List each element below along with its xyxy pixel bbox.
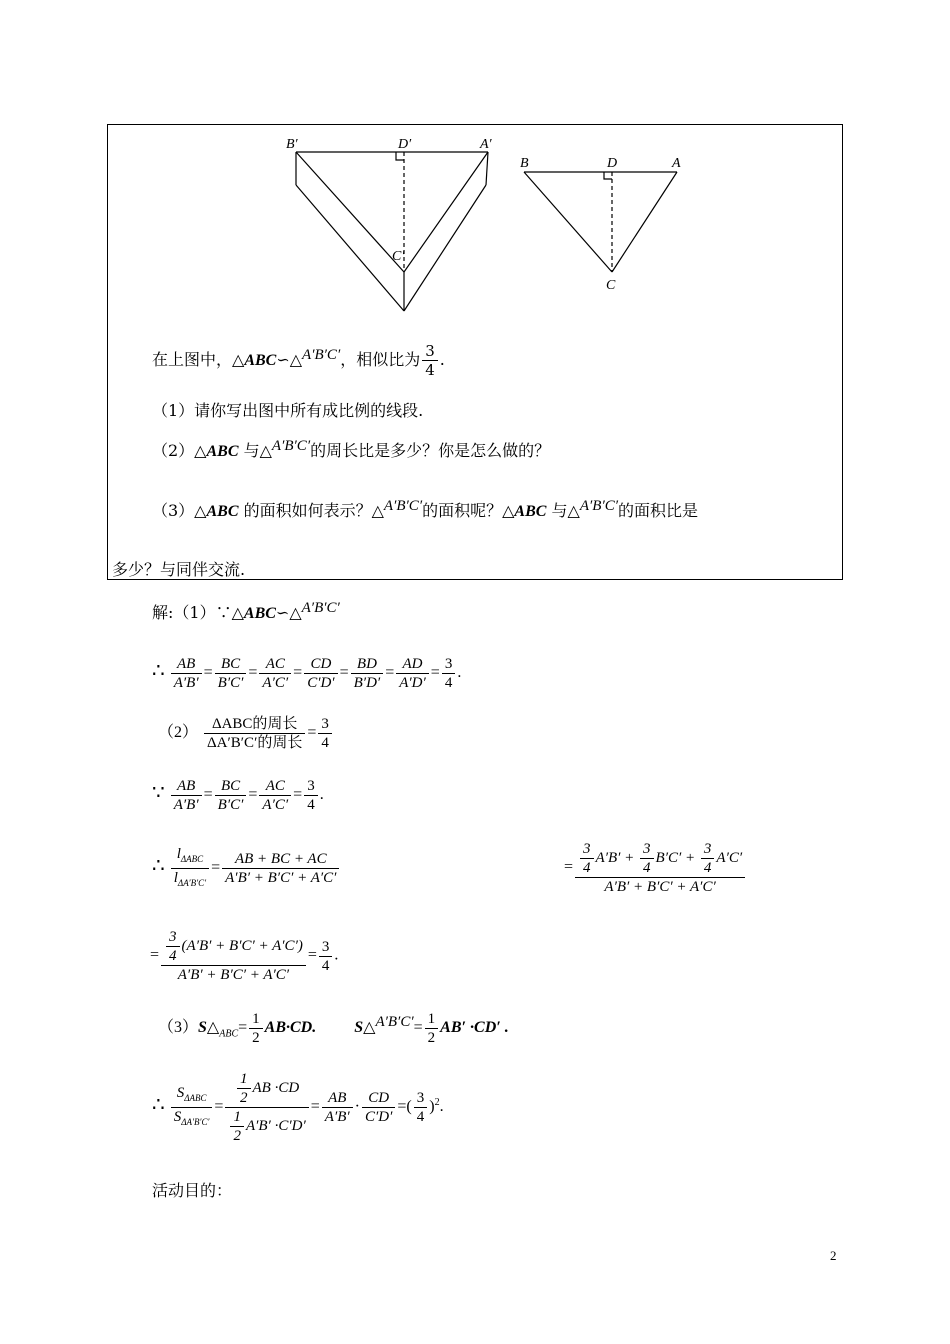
perimeter-right-expr: = $\frac{3}{4}$ A′B′ + $\frac{3}{4}$ B′C′ + $\frac{3}{4}$ A′C′ A′B′ + B′C′ + A′C′	[564, 840, 747, 896]
label-b: B	[520, 156, 529, 171]
solution-1: 解:（1）∵△ABC∽△A′B′C′	[152, 600, 340, 622]
left-triangle-figure	[296, 152, 488, 311]
question-2: （2）△ABC 与△A′B′C′的周长比是多少？你是怎么做的？	[152, 438, 551, 460]
triangle-figures	[0, 0, 950, 340]
question-1: （1）请你写出图中所有成比例的线段.	[152, 401, 424, 420]
ratio-fraction: $\frac{3}{4}$	[422, 342, 438, 379]
label-a: A	[672, 156, 681, 171]
solution-2-perimeter: （2） $\frac{\text{ΔABC的周长}}{\text{ΔA′B′C′的周长}}$ = $\frac{3}{4}$	[158, 715, 334, 752]
label-c-prime: C′	[392, 249, 405, 264]
label-d-prime: D′	[398, 137, 412, 152]
perimeter-step-line: = $\frac{3}{4}$ (A′B′ + B′C′ + A′C′) A′B′ + B′C′ + A′C′ = $\frac{3}{4}$ .	[150, 929, 339, 983]
label-a-prime: A′	[480, 137, 492, 152]
area-ratio-line: ∴ $\frac{S_{\Delta ABC}}{S_{\Delta A'B'C'}}$ = $\frac{1}{2}$ AB ·CD $\frac{1}{2}$ A′B′ ·C′D′ = $\frac{AB}{A'B'}$ · $\frac{CD}{C'D'}$ =( $\frac{3}{4}$ )$^2$.	[152, 1071, 444, 1144]
proportion-line: ∴ $\frac{AB}{A'B'}$ = $\frac{BC}{B'C'}$ = $\frac{AC}{A'C'}$ = $\frac{CD}{C'D'}$ = $\frac{BD}{B'D'}$ = $\frac{AD}{A'D'}$ = $\frac{3}{4}$ .	[152, 656, 462, 691]
label-b-prime: B′	[286, 137, 298, 152]
right-triangle-figure	[524, 172, 677, 272]
question-3: （3）△ABC 的面积如何表示？△A′B′C′的面积呢？△ABC 与△A′B′C′的面积比是	[152, 498, 699, 520]
label-d: D	[607, 156, 618, 171]
perimeter-ratio-line: ∴ $\frac{l_{\Delta ABC}}{l_{\Delta A'B'C'}}$ = $\frac{AB + BC + AC}{A'B' + B'C' + A'C'}$	[152, 845, 341, 892]
label-c: C	[606, 278, 616, 293]
because-line: ∵ $\frac{AB}{A'B'}$ = $\frac{BC}{B'C'}$ = $\frac{AC}{A'C'}$ = $\frac{3}{4}$ .	[152, 778, 324, 813]
question-3-cont: 多少？与同伴交流.	[112, 560, 246, 579]
page-number: 2	[830, 1248, 837, 1263]
intro-line: 在上图中，△ABC∽△A′B′C′，相似比为 $\frac{3}{4}$ .	[152, 342, 445, 379]
solution-3-area: $(3)S\triangle_{ABC}=$ $\frac{1}{2}$ AB·CD. S△A′B′C′= $\frac{1}{2}$ AB′ ·CD′ .	[158, 1011, 509, 1046]
activity-purpose: 活动目的：	[152, 1181, 233, 1200]
